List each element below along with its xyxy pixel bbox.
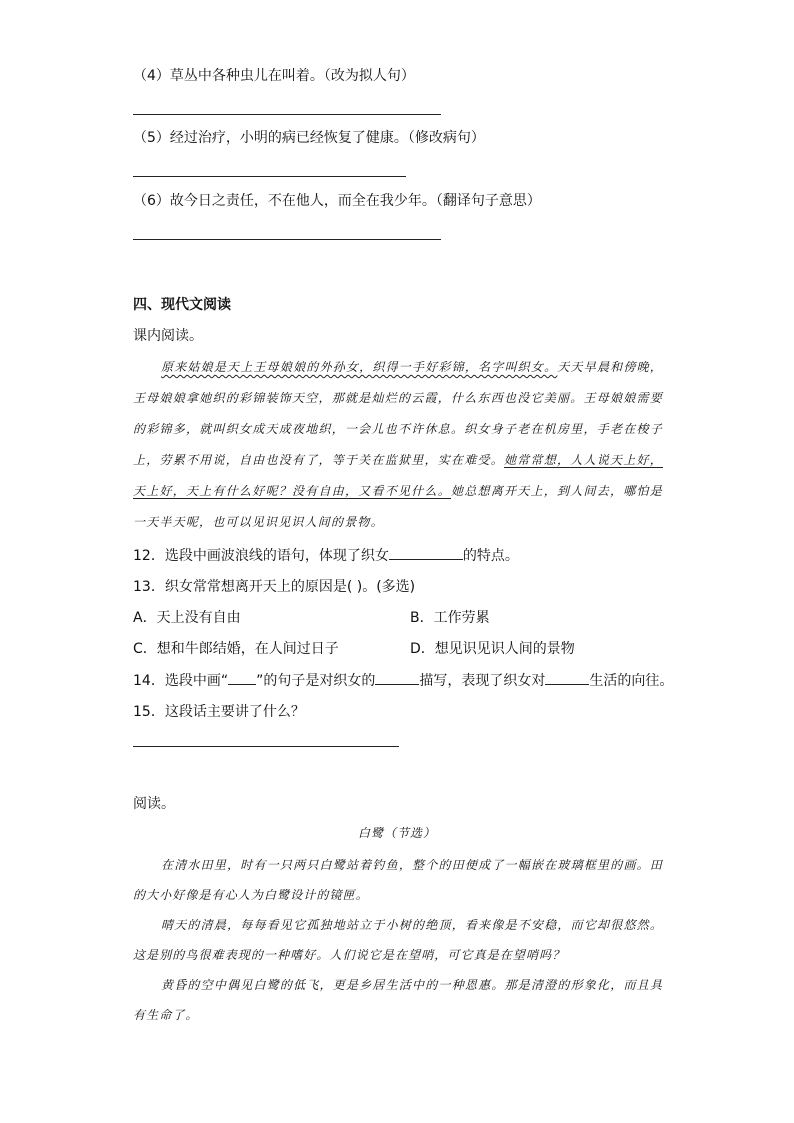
paragraph-1: 在清水田里，时有一只两只白鹭站着钓鱼，整个的田便成了一幅嵌在玻璃框里的画。田的大小好像是有心人为白鹭设计的镜匣。 [133, 858, 663, 902]
option-c[interactable]: C．想和牛郎结婚，在人间过日子 [133, 641, 339, 657]
underline-mark [228, 670, 256, 685]
question-12: 12．选段中画波浪线的语句，体现了织女 的特点。 [133, 545, 519, 566]
blank-12[interactable] [389, 545, 463, 560]
answer-line-15[interactable] [133, 746, 399, 747]
question-5: （5）经过治疗，小明的病已经恢复了健康。（修改病句） [133, 130, 485, 146]
blank-14-a[interactable] [375, 670, 419, 685]
reading-passage-2 [133, 850, 663, 1030]
option-b[interactable]: B．工作劳累 [410, 610, 490, 626]
option-a[interactable]: A．天上没有自由 [133, 610, 241, 626]
passage-body: 天天早晨和傍晚，王母娘娘拿她织的彩锦装饰天空，那就是灿烂的云霞，什么东西也没它美丽。王母娘娘需要的彩锦多，就叫织女成天成夜地织，一会儿也不许休息。织女身子老在机房里，手老在梭子上，劳累不用说，自由也没有了，等于关在监狱里，实在难受。 [133, 360, 663, 467]
question-14: 14．选段中画“ ”的句子是对织女的 描写，表现了织女对 生活的向往。 [133, 670, 673, 691]
option-d[interactable]: D．想见识见识人间的景物 [410, 641, 575, 657]
section-subheading: 课内阅读。 [133, 328, 203, 344]
answer-line-4[interactable] [133, 114, 441, 115]
answer-line-5[interactable] [133, 176, 406, 177]
blank-14-b[interactable] [545, 670, 589, 685]
answer-line-6[interactable] [133, 239, 441, 240]
passage-tail: 她总想离开天上，到人间去，哪怕是一天半天呢，也可以见识见识人间的景物。 [133, 484, 663, 529]
underlined-sentence: 她常常想，人人说天上好，天上好，天上有什么好呢？没有自由，又看不见什么。 [133, 453, 663, 498]
question-13: 13．织女常常想离开天上的原因是( )。(多选) [133, 579, 416, 595]
question-15: 15．这段话主要讲了什么？ [133, 704, 305, 720]
reading-label: 阅读。 [133, 796, 175, 812]
wavy-underlined-sentence: 原来姑娘是天上王母娘娘的外孙女，织得一手好彩锦，名字叫织女。 [161, 360, 558, 374]
question-4: （4）草丛中各种虫儿在叫着。（改为拟人句） [133, 68, 415, 84]
question-6: （6）故今日之责任，不在他人，而全在我少年。（翻译句子意思） [133, 193, 541, 209]
paragraph-3: 黄昏的空中偶见白鹭的低飞，更是乡居生活中的一种恩惠。那是清澄的形象化，而且具有生命了。 [133, 978, 663, 1022]
paragraph-2: 晴天的清晨，每每看见它孤独地站立于小树的绝顶，看来像是不安稳，而它却很悠然。这是别的鸟很难表现的一种嗜好。人们说它是在望哨，可它真是在望哨吗？ [133, 918, 663, 962]
passage-title: 白鹭（节选） [357, 826, 436, 840]
section-heading: 四、现代文阅读 [133, 297, 231, 313]
reading-passage-1 [133, 352, 663, 538]
